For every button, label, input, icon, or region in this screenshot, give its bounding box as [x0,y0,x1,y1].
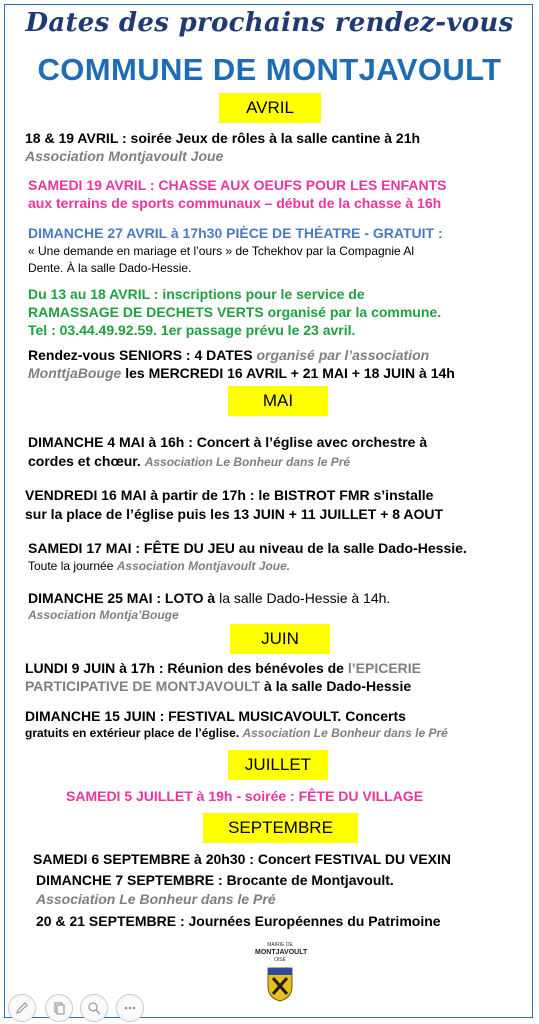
seniors-organizer: organisé par l’association [256,347,430,363]
event-mai-4-assoc: Association Montja’Bouge [28,608,179,622]
event-avril-5 [28,346,429,364]
event-juin-2-line2 [25,725,448,741]
more-icon[interactable] [116,994,144,1022]
event-juin-2-text: gratuits en extérieur place de l’église. [25,726,243,740]
event-mai-2-line2: sur la place de l’église puis les 13 JUIN + 11 JUILLET + 8 AOUT [25,506,444,522]
event-juin-1-line2 [25,677,411,695]
event-juin-1-d: à la salle Dado-Hessie [260,678,412,694]
month-avril: AVRIL [219,93,321,123]
event-mai-4-bold: DIMANCHE 25 MAI : LOTO à [28,590,216,606]
event-mai-1-assoc: Association Le Bonheur dans le Pré [144,455,351,469]
event-mai-3-text: Toute la journée [28,559,117,573]
event-avril-2: SAMEDI 19 AVRIL : CHASSE AUX OEUFS POUR LES ENFANTS [28,177,447,193]
event-mai-2: VENDREDI 16 MAI à partir de 17h : le BISTROT FMR s’installe [25,487,434,503]
script-title: Dates des prochains rendez-vous [25,8,514,38]
event-juin-2: DIMANCHE 15 JUIN : FESTIVAL MUSICAVOULT. Concerts [25,708,406,724]
event-septembre-2: DIMANCHE 7 SEPTEMBRE : Brocante de Montjavoult. [36,872,394,888]
mairie-logo [255,942,308,1008]
event-septembre-1: SAMEDI 6 SEPTEMBRE à 20h30 : Concert FESTIVAL DU VEXIN [33,851,452,867]
page-title: COMMUNE DE MONTJAVOULT [37,52,502,87]
event-avril-1-assoc: Association Montjavoult Joue [25,148,224,164]
seniors-assoc: MonttjaBouge [28,365,122,381]
event-avril-3-line2: « Une demande en mariage et l’ours » de Tchekhov par la Compagnie Al [28,244,415,258]
zoom-icon[interactable] [80,994,108,1022]
event-mai-3-line2 [28,558,290,574]
event-juin-1-c: PARTICIPATIVE DE MONTJAVOULT [25,678,261,694]
logo-line3: OISE [274,957,286,963]
event-avril-4-line2: RAMASSAGE DE DECHETS VERTS organisé par la commune. [28,304,442,320]
logo-line1: MAIRIE DE [267,942,293,948]
event-septembre-3: 20 & 21 SEPTEMBRE : Journées Européennes du Patrimoine [36,913,441,929]
event-juin-1-b: l’EPICERIE [347,660,421,676]
coat-of-arms-icon [266,966,294,1002]
event-juillet-1: SAMEDI 5 JUILLET à 19h - soirée : FÊTE DU VILLAGE [66,788,424,804]
event-septembre-2-assoc: Association Le Bonheur dans le Pré [36,891,276,907]
event-juin-1 [25,659,421,677]
event-avril-3-line3: Dente. À la salle Dado-Hessie. [28,261,192,275]
event-juin-1-a: LUNDI 9 JUIN à 17h : Réunion des bénévoles de [25,660,348,676]
event-avril-4: Du 13 au 18 AVRIL : inscriptions pour le service de [28,286,365,302]
event-mai-3: SAMEDI 17 MAI : FÊTE DU JEU au niveau de la salle Dado-Hessie. [28,540,467,556]
event-mai-1-text: cordes et chœur. [28,453,145,469]
event-mai-3-assoc: Association Montjavoult Joue. [116,559,291,573]
month-mai: MAI [228,386,328,416]
edit-icon[interactable] [8,994,36,1022]
month-juin: JUIN [230,624,330,654]
event-avril-3: DIMANCHE 27 AVRIL à 17h30 PIÈCE DE THÉATRE - GRATUIT : [28,225,443,241]
event-mai-1: DIMANCHE 4 MAI à 16h : Concert à l’église avec orchestre à [28,434,428,450]
copy-icon[interactable] [45,994,73,1022]
month-juillet: JUILLET [228,750,328,780]
month-septembre: SEPTEMBRE [203,813,358,843]
event-avril-2-line2: aux terrains de sports communaux – début de la chasse à 16h [28,195,442,211]
event-mai-4 [28,589,390,607]
event-avril-1: 18 & 19 AVRIL : soirée Jeux de rôles à la salle cantine à 21h [25,130,421,146]
event-avril-4-line3: Tel : 03.44.49.92.59. 1er passage prévu le 23 avril. [28,322,356,338]
event-mai-1-line2 [28,452,350,470]
event-juin-2-assoc: Association Le Bonheur dans le Pré [242,726,448,740]
seniors-dates: les MERCREDI 16 AVRIL + 21 MAI + 18 JUIN à 14h [121,365,455,381]
event-avril-5-line2 [28,364,455,382]
event-mai-4-rest: la salle Dado-Hessie à 14h. [215,590,391,606]
logo-line2: MONTJAVOULT [255,949,308,956]
seniors-label: Rendez-vous SENIORS : 4 DATES [28,347,257,363]
